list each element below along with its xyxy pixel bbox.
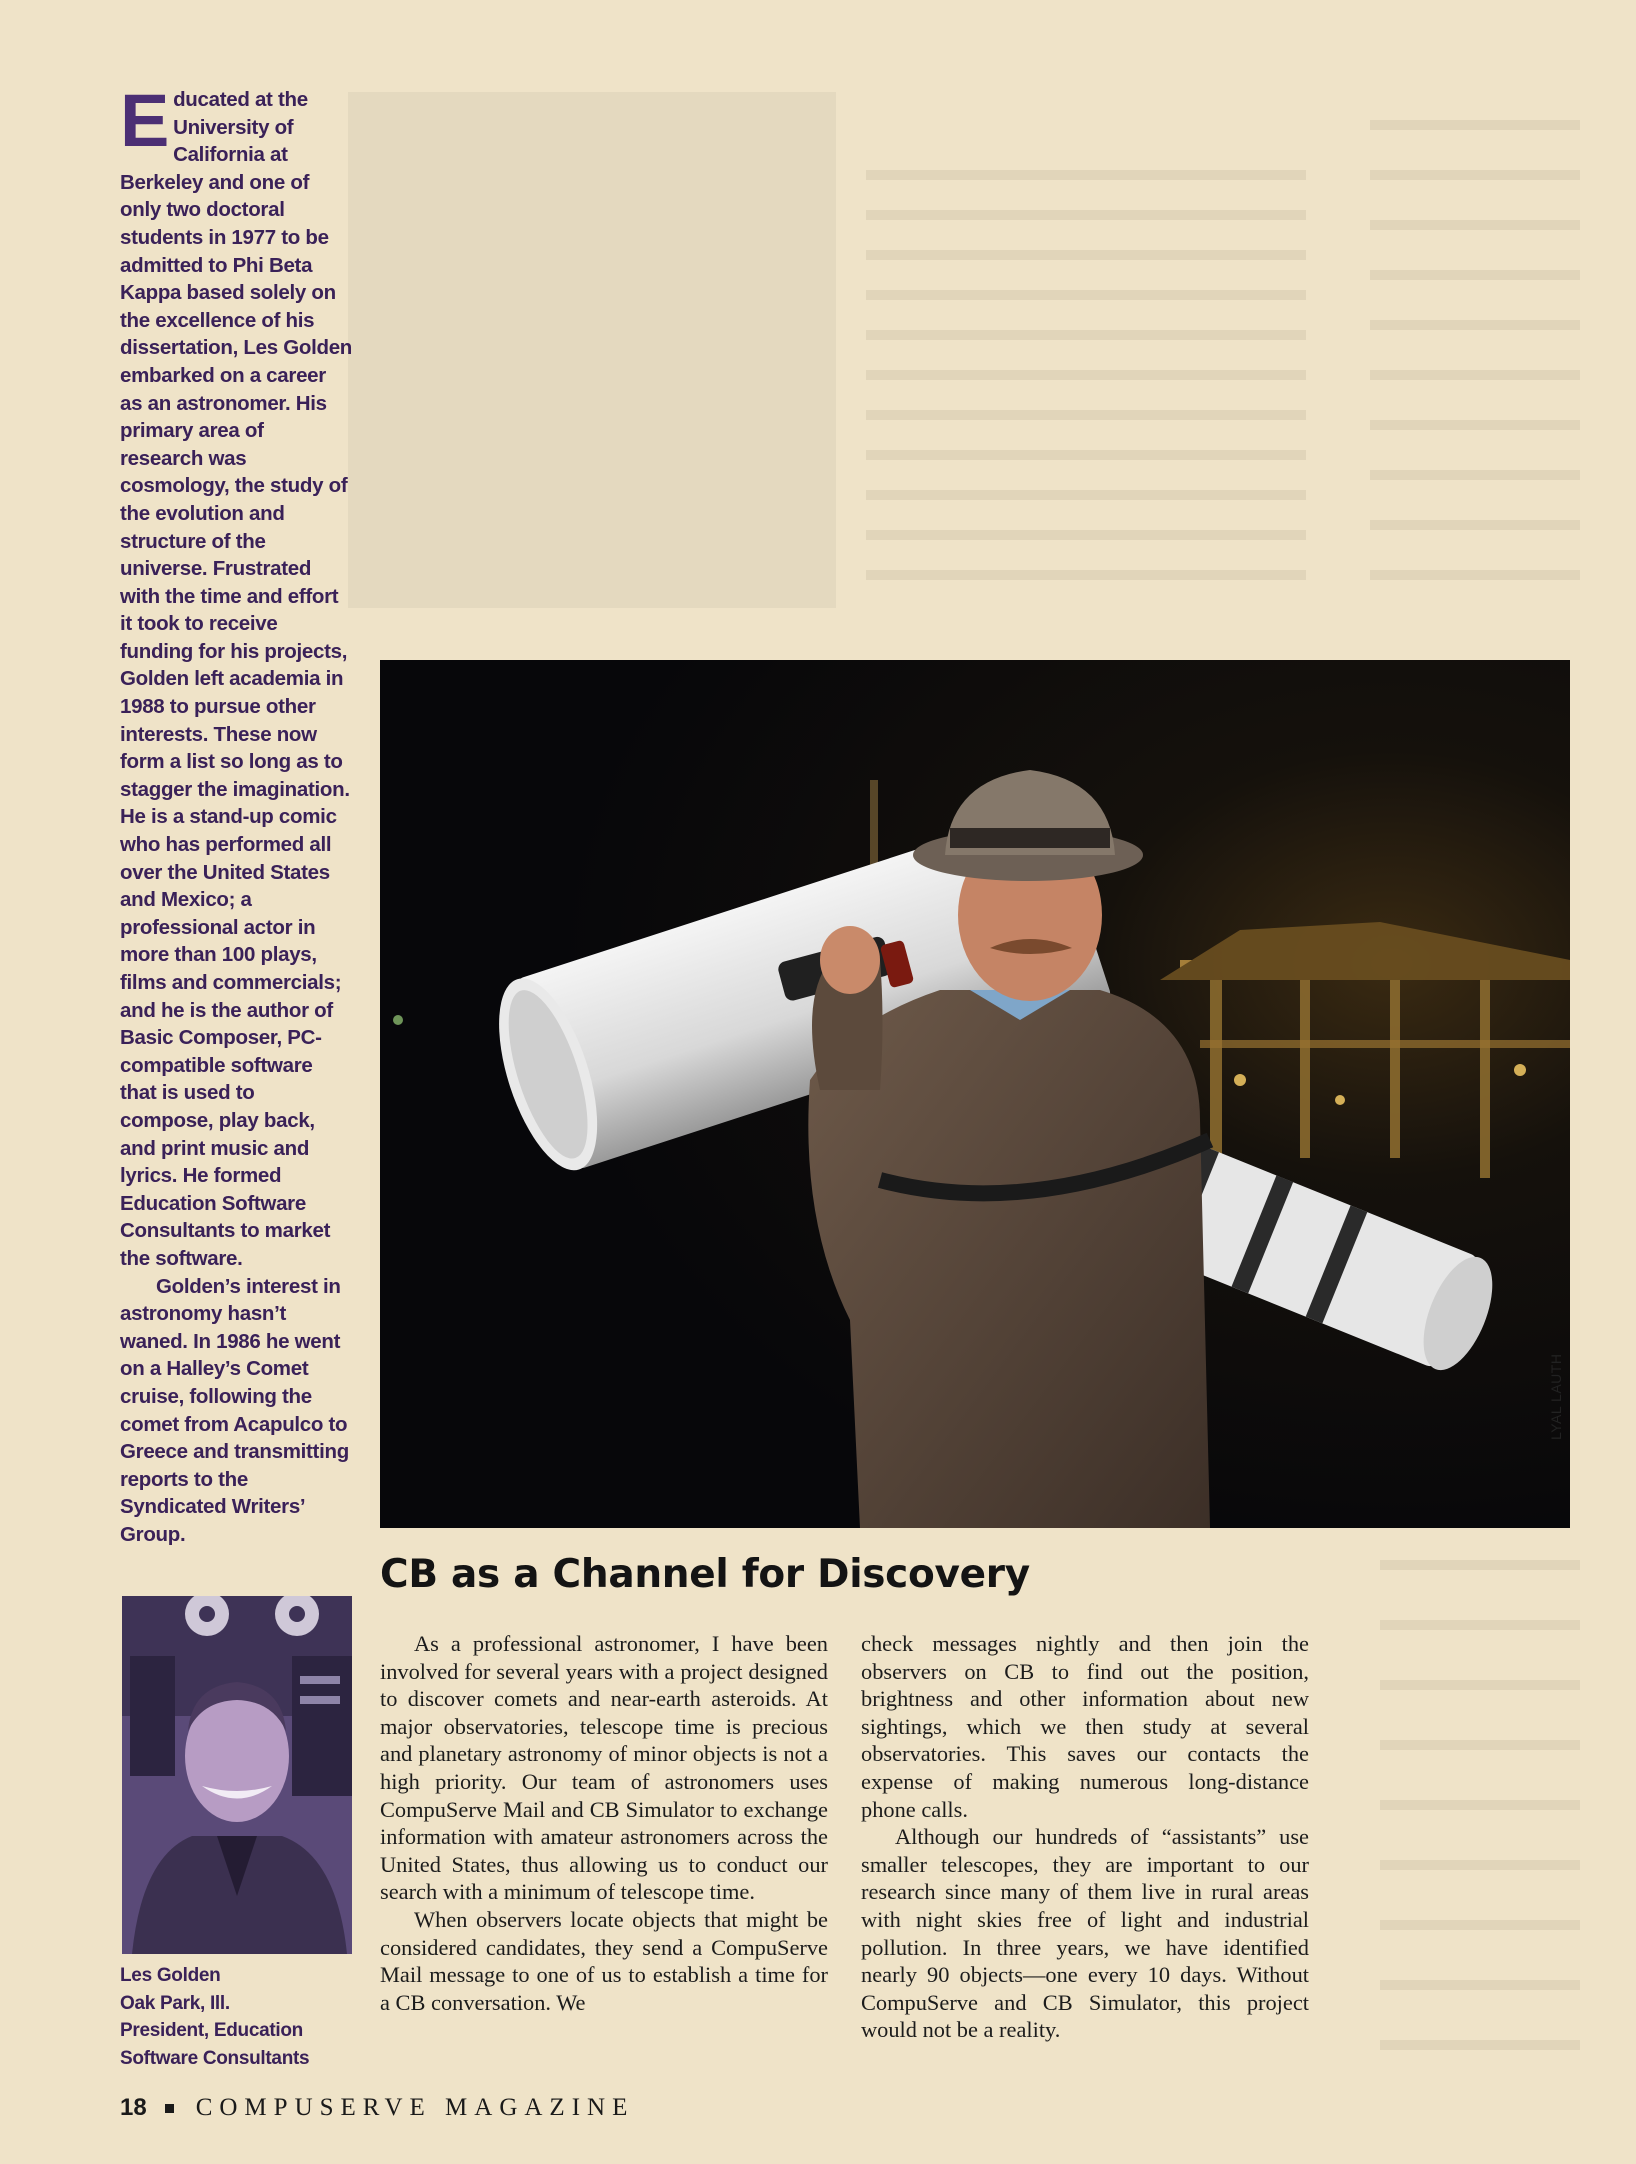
photo-credit: LYAL LAUTH: [1548, 1353, 1564, 1440]
show-through-text: [866, 250, 1306, 260]
show-through-text: [866, 450, 1306, 460]
show-through-image: [348, 92, 836, 608]
show-through-text: [1380, 1980, 1580, 1990]
show-through-text: [1370, 170, 1580, 180]
show-through-text: [866, 410, 1306, 420]
magazine-name: COMPUSERVE MAGAZINE: [195, 2094, 635, 2121]
show-through-text: [1380, 1620, 1580, 1630]
astronomer-photo: [380, 660, 1570, 1528]
show-through-text: [1370, 270, 1580, 280]
page-number: 18: [120, 2094, 147, 2121]
show-through-text: [1370, 220, 1580, 230]
article-headline: CB as a Channel for Discovery: [380, 1552, 1030, 1597]
show-through-text: [1380, 1680, 1580, 1690]
article-paragraph: As a professional astronomer, I have been involved for several years with a project designed to discover comets and near-earth asteroids. At major observatories, telescope time is precious and planetary astronomy of minor objects is not a high priority. Our team of astronomers uses CompuServe Mail and CB Simulator to exchange information with amateur astronomers across the United States, thus allowing us to conduct our search with a minimum of telescope time.: [380, 1631, 828, 1905]
show-through-text: [1370, 420, 1580, 430]
drop-cap: E: [120, 79, 170, 162]
show-through-text: [1380, 1920, 1580, 1930]
caption-title-line: President, Education: [120, 2020, 303, 2042]
article-paragraph: When observers locate objects that might be considered candidates, they send a CompuServe Mail message to one of us to establish a time for a CB conversation. We: [380, 1906, 828, 2015]
show-through-text: [1380, 1800, 1580, 1810]
show-through-text: [866, 370, 1306, 380]
caption-name: Les Golden: [120, 1965, 221, 1986]
page-footer: [120, 2094, 634, 2122]
show-through-text: [866, 530, 1306, 540]
portrait-caption: [120, 1962, 360, 2072]
bio-paragraph: ducated at the University of California at Berkeley and one of only two doctoral students in 1977 to be admitted to Phi Beta Kappa based solely on the excellence of his dissertation, Les Golden embarked on a career as an astronomer. His primary area of research was cosmology, the study of the evolution and structure of the universe. Frustrated with the time and effort it took to receive funding for his projects, Golden left academia in 1988 to pursue other interests. These now form a list so long as to stagger the imagination. He is a stand-up comic who has performed all over the United States and Mexico; a professional actor in more than 100 plays, films and commercials; and he is the author of Basic Composer, PC-compatible software that is used to compose, play back, and print music and lyrics. He formed Education Software Consultants to market the software.: [120, 88, 353, 1270]
show-through-text: [1370, 320, 1580, 330]
bio-paragraph: Golden’s interest in astronomy hasn’t waned. In 1986 he went on a Halley’s Comet cruise, following the comet from Acapulco to Greece and transmitting reports to the Syndicated Writers’ Group.: [120, 1274, 349, 1546]
show-through-text: [1370, 120, 1580, 130]
show-through-text: [1370, 470, 1580, 480]
article-column-1: [380, 1630, 828, 2016]
show-through-text: [1370, 520, 1580, 530]
footer-bullet-icon: [165, 2104, 174, 2113]
show-through-text: [1370, 570, 1580, 580]
show-through-text: [866, 490, 1306, 500]
caption-location: Oak Park, Ill.: [120, 1992, 230, 2014]
show-through-text: [866, 210, 1306, 220]
show-through-text: [866, 330, 1306, 340]
article-column-2: [861, 1630, 1309, 2044]
caption-title-line: Software Consultants: [120, 2047, 310, 2069]
author-portrait: [122, 1596, 352, 1954]
show-through-text: [866, 290, 1306, 300]
show-through-text: [866, 570, 1306, 580]
show-through-text: [1380, 1560, 1580, 1570]
show-through-text: [1380, 1740, 1580, 1750]
article-paragraph: check messages nightly and then join the observers on CB to find out the position, brightness and other information about new sightings, which we then study at several observatories. This saves our contacts the expense of making numerous long-distance phone calls.: [861, 1631, 1309, 1822]
author-bio: [120, 79, 353, 1548]
show-through-text: [1380, 1860, 1580, 1870]
show-through-text: [1380, 2040, 1580, 2050]
show-through-text: [866, 170, 1306, 180]
show-through-text: [1370, 370, 1580, 380]
article-paragraph: Although our hundreds of “assistants” use smaller telescopes, they are important to our research since many of them live in rural areas with night skies free of light and industrial pollution. In three years, we have identified nearly 90 objects—one every 10 days. Without CompuServe and CB Simulator, this project would not be a reality.: [861, 1824, 1309, 2043]
